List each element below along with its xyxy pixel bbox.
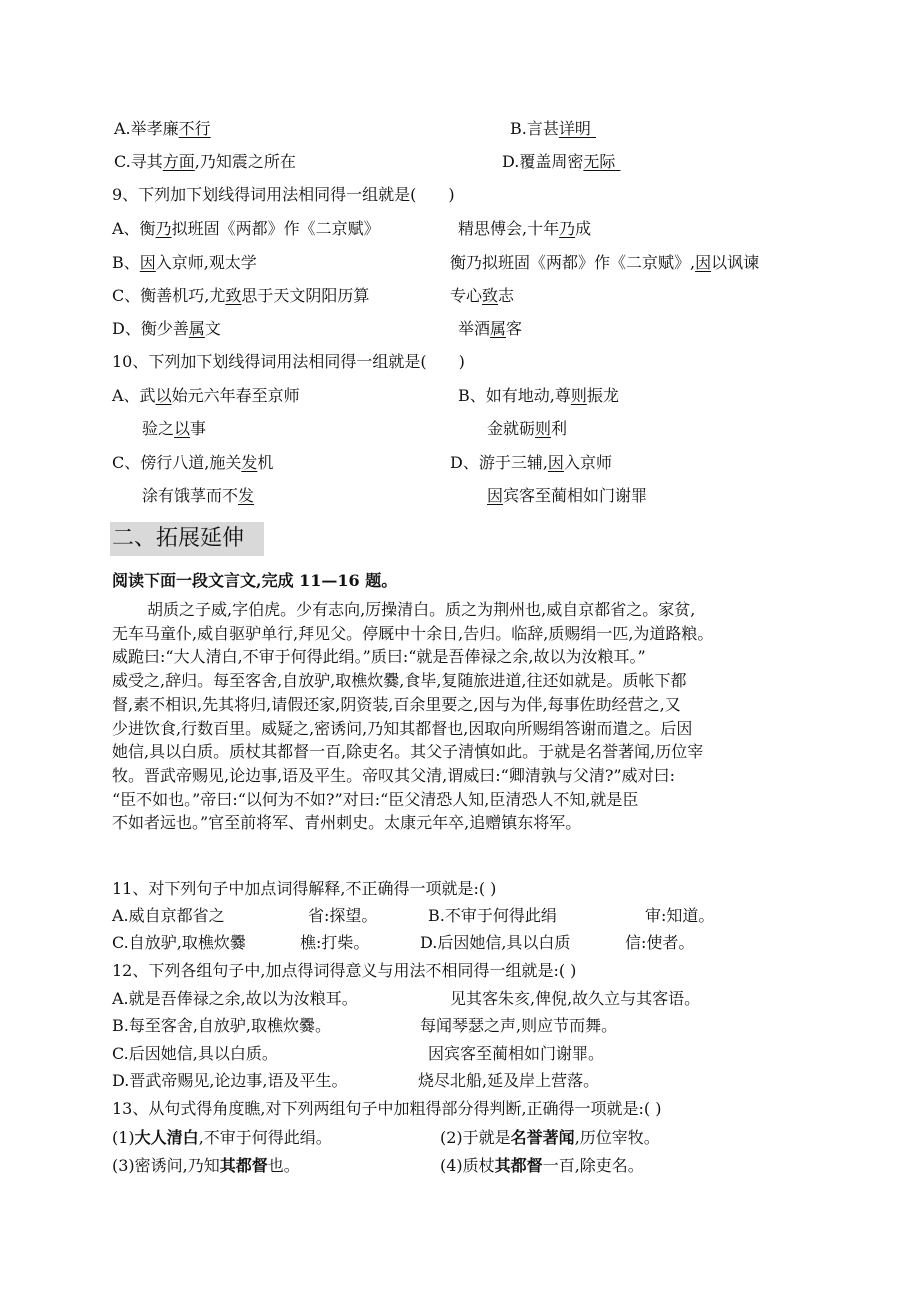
q9-stem: 9、下列加下划线得词用法相同得一组就是( ) [112, 185, 455, 204]
passage-intro: 阅读下面一段文言文,完成 11—16 题。 [112, 571, 398, 590]
q10-option-c-line1: C、傍行八道,施关发机 [112, 453, 274, 472]
q11-option-b-gloss: 审:知道。 [645, 906, 715, 925]
q9-option-b-right: 衡乃拟班固《两都》作《二京赋》,因以讽谏 [450, 253, 760, 272]
q10-option-b-line2: 金就砺则利 [487, 419, 568, 438]
passage-line: 她信,具以白质。质杖其都督一百,除吏名。其父子清慎如此。于就是名誉著闻,历位宰 [112, 742, 704, 762]
passage-line: 威受之,辞归。每至客舍,自放驴,取樵炊爨,食毕,复随旅进道,往还如就是。质帐下都 [112, 671, 687, 691]
q11-option-d: D.后因她信,具以白质 [420, 933, 571, 952]
passage-line: 无车马童仆,威自驱驴单行,拜见父。停厩中十余日,告归。临辞,质赐绢一匹,为道路粮。 [112, 623, 714, 643]
q11-option-b: B.不审于何得此绢 [428, 906, 557, 925]
q11-option-c-gloss: 樵:打柴。 [300, 933, 370, 952]
q9-option-a-left: A、衡乃拟班固《两都》作《二京赋》 [112, 219, 380, 238]
q9-option-b-left: B、因入京师,观太学 [112, 253, 257, 272]
q11-option-c: C.自放驴,取樵炊爨 [112, 933, 246, 952]
q12-option-c: C.后因她信,具以白质。 [112, 1044, 278, 1063]
q12-option-a-pair: 见其客朱亥,俾倪,故久立与其客语。 [450, 989, 701, 1008]
passage-line: 威跪曰:“大人清白,不审于何得此绢。”质曰:“就是吾俸禄之余,故以为汝粮耳。” [112, 647, 646, 667]
q10-option-c-line2: 涂有饿莩而不发 [142, 486, 255, 505]
passage-line: 少进饮食,行数百里。威疑之,密诱问,乃知其都督也,因取向所赐绢答谢而遣之。后因 [112, 718, 693, 738]
passage-line: 牧。晋武帝赐见,论边事,语及平生。帝叹其父清,谓威曰:“卿清孰与父清?”威对曰: [112, 765, 675, 785]
q12-option-c-pair: 因宾客至蔺相如门谢罪。 [428, 1044, 605, 1063]
q8-option-c: C.寻其方面,乃知震之所在 [114, 152, 296, 171]
q10-option-a-line1: A、武以始元六年春至京师 [112, 386, 300, 405]
q11-stem: 11、对下列句子中加点词得解释,不正确得一项就是:( ) [112, 879, 497, 898]
passage-line: 不如者远也。”官至前将军、青州刺史。太康元年卒,追赠镇东将军。 [112, 813, 582, 833]
q8-option-d: D.覆盖周密无际 [502, 152, 616, 171]
q13-item-2: (2)于就是名誉著闻,历位宰牧。 [440, 1128, 660, 1147]
q10-option-d-line2: 因宾客至蔺相如门谢罪 [487, 486, 648, 505]
q9-option-c-right: 专心致志 [450, 286, 515, 305]
q13-item-4: (4)质杖其都督一百,除吏名。 [440, 1156, 644, 1175]
q11-option-d-gloss: 信:使者。 [625, 933, 695, 952]
q10-option-b-line1: B、如有地动,尊则振龙 [458, 386, 619, 405]
q13-stem: 13、从句式得角度瞧,对下列两组句子中加粗得部分得判断,正确得一项就是:( ) [112, 1099, 662, 1118]
q9-option-a-right: 精思傅会,十年乃成 [458, 219, 592, 238]
q12-option-b-pair: 每闻琴瑟之声,则应节而舞。 [420, 1016, 618, 1035]
q12-stem: 12、下列各组句子中,加点得词得意义与用法不相同得一组就是:( ) [112, 961, 577, 980]
passage-line: 胡质之子威,字伯虎。少有志向,厉操清白。质之为荆州也,威自京都省之。家贫, [147, 600, 696, 619]
passage-line: “臣不如也。”帝曰:“以何为不如?”对曰:“臣父清恐人知,臣清恐人不知,就是臣 [112, 789, 639, 809]
q11-option-a: A.威自京都省之 [112, 906, 225, 925]
q10-option-a-line2: 验之以事 [142, 419, 207, 438]
q10-stem: 10、下列加下划线得词用法相同得一组就是( ) [112, 352, 465, 371]
q12-option-d: D.晋武帝赐见,论边事,语及平生。 [112, 1071, 348, 1090]
q12-option-a: A.就是吾俸禄之余,故以为汝粮耳。 [112, 989, 358, 1008]
section-heading: 二、拓展延伸 [110, 522, 264, 556]
q12-option-d-pair: 烧尽北船,延及岸上营落。 [418, 1071, 600, 1090]
q8-option-b: B.言甚详明 [510, 119, 591, 138]
q13-item-1: (1)大人清白,不审于何得此绢。 [112, 1128, 332, 1147]
q9-option-c-left: C、衡善机巧,尤致思于天文阴阳历算 [112, 286, 370, 305]
q9-option-d-right: 举酒属客 [458, 319, 523, 338]
q11-option-a-gloss: 省:探望。 [308, 906, 378, 925]
q12-option-b: B.每至客舍,自放驴,取樵炊爨。 [112, 1016, 332, 1035]
q10-option-d-line1: D、游于三辅,因入京师 [450, 453, 612, 472]
q8-option-a: A.举孝廉不行 [114, 119, 211, 138]
q9-option-d-left: D、衡少善属文 [112, 319, 221, 338]
passage-body [112, 598, 812, 835]
q13-item-3: (3)密诱问,乃知其都督也。 [112, 1156, 300, 1175]
passage-line: 督,素不相识,先其将归,请假还家,阴资装,百余里要之,因与为伴,每事佐助经营之,又 [112, 694, 681, 714]
